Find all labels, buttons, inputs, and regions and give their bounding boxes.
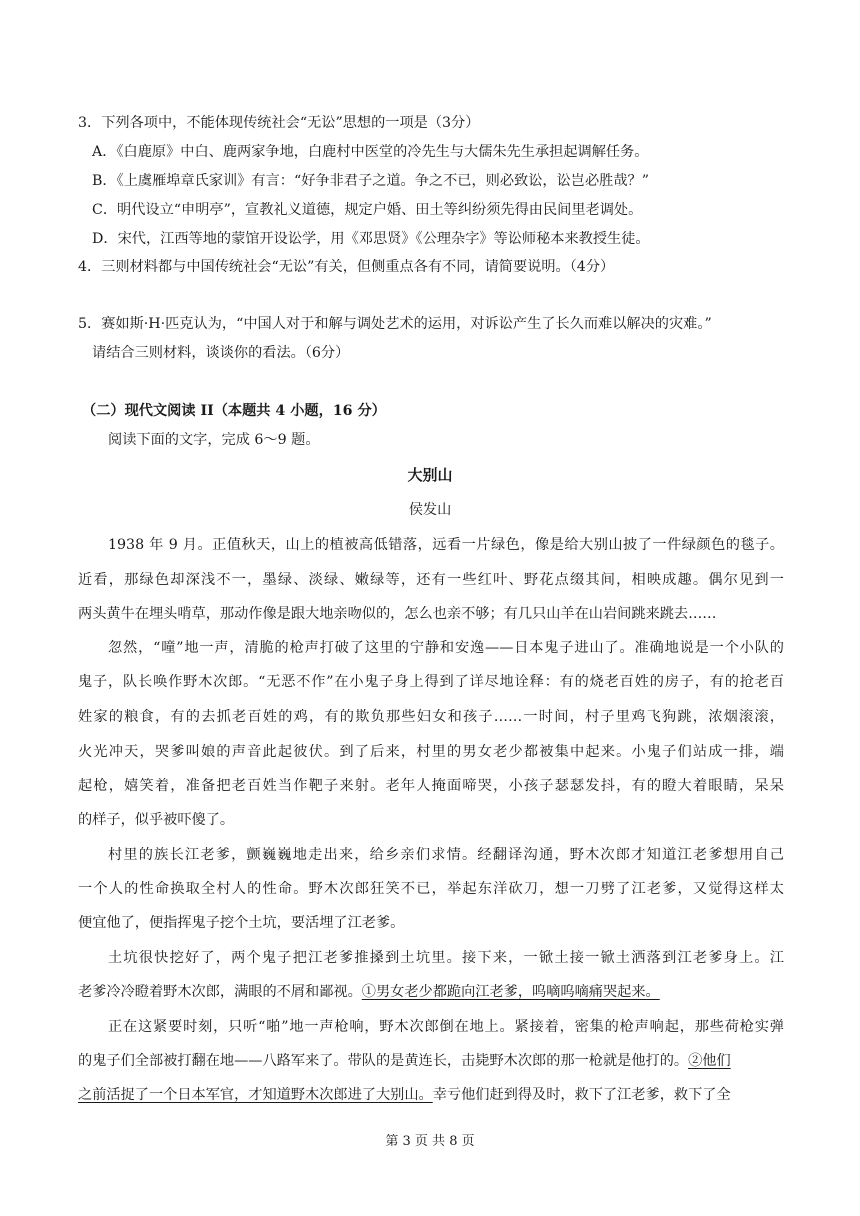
underlined-sentence-1: ①男女老少都跪向江老爹，呜嘀呜嘀痛哭起来。 [361,984,660,1000]
passage-p2-line-3: 姓家的粮食，有的去抓老百姓的鸡，有的欺负那些妇女和孩子……一时间，村子里鸡飞狗跳，浓烟滚滚， [78,709,784,725]
question-5-line-2: 请结合三则材料，谈谈你的看法。（6分） [92,345,350,361]
question-3-option-a: A．《白鹿原》中白、鹿两家争地，白鹿村中医堂的冷先生与大儒朱先生承担起调解任务。 [92,144,649,160]
underlined-sentence-2-end: 之前活捉了一个日本军官，才知道野木次郎进了大别山。 [78,1087,433,1103]
passage-p2-line-6: 的样子，似乎被吓傻了。 [78,812,235,828]
passage-p1-line-3: 两头黄牛在埋头啃草，那动作像是跟大地亲吻似的，怎么也亲不够；有几只山羊在山岩间跳来跳去…… [78,606,717,622]
passage-p4-line-2 [78,982,784,1002]
passage-p2-line-1: 忽然，“噇”地一声，清脆的枪声打破了这里的宁静和安逸——日本鬼子进山了。准确地说是一个小队的 [108,640,784,656]
passage-p5-line-1: 正在这紧要时刻，只听“啪”地一声枪响，野木次郎倒在地上。紧接着，密集的枪声响起，那些荷枪实弹 [108,1019,784,1035]
passage-p2-line-2: 鬼子，队长唤作野木次郎。“无恶不作”在小鬼子身上得到了详尽地诠释：有的烧老百姓的房子，有的抢老百 [78,674,784,690]
passage-p5-line-3 [78,1085,784,1105]
underlined-sentence-2-start: ②他们 [688,1053,731,1069]
passage-p3-line-2: 一个人的性命换取全村人的性命。野木次郎狂笑不已，举起东洋砍刀，想一刀劈了江老爹，又觉得这样太 [78,881,784,897]
question-3-stem: 3．下列各项中，不能体现传统社会“无讼”思想的一项是（3分） [78,115,480,131]
question-5-line-1: 5．赛如斯·H·匹克认为，“中国人对于和解与调处艺术的运用，对诉讼产生了长久而难以解决的灾难。” [78,316,712,332]
passage-p1-line-2: 近看，那绿色却深浅不一，墨绿、淡绿、嫩绿等，还有一些红叶、野花点缀其间，相映成趣。偶尔见到一 [78,572,784,588]
passage-author: 侯发山 [408,502,452,518]
passage-p4-line-2-text: 老爹冷冷瞪着野木次郎，满眼的不屑和鄙视。 [78,984,362,1000]
passage-p3-line-3: 便宜他了，便指挥鬼子挖个土坑，要活埋了江老爹。 [78,915,405,931]
question-3-option-b: B．《上虞雁埠章氏家训》有言：“好争非君子之道。争之不已，则必致讼，讼岂必胜哉？” [92,173,649,189]
passage-p1-line-1: 1938 年 9 月。正值秋天，山上的植被高低错落，远看一片绿色，像是给大别山披了一件绿颜色的毯子。 [108,537,784,553]
reading-instruction: 阅读下面的文字，完成 6～9 题。 [108,432,320,448]
question-4: 4．三则材料都与中国传统社会“无讼”有关，但侧重点各有不同，请简要说明。（4分） [78,259,615,275]
question-3-option-c: C．明代设立“申明亭”，宣教礼义道德，规定户婚、田土等纠纷须先得由民间里老调处。 [92,202,643,218]
question-3-option-d: D．宋代，江西等地的蒙馆开设讼学，用《邓思贤》《公理杂字》等讼师秘本来教授生徒。 [92,231,650,247]
passage-p5-line-3-text: 幸亏他们赶到得及时，救下了江老爹，救下了全 [432,1087,731,1103]
passage-p5-line-2 [78,1051,784,1071]
passage-p2-line-4: 火光冲天，哭爹叫娘的声音此起彼伏。到了后来，村里的男女老少都被集中起来。小鬼子们站成一排，端 [78,744,784,760]
passage-p2-line-5: 起枪，嬉笑着，准备把老百姓当作靶子来射。老年人掩面啼哭，小孩子瑟瑟发抖，有的瞪大着眼睛，呆呆 [78,778,784,794]
section-heading: （二）现代文阅读 II（本题共 4 小题，16 分） [82,403,386,419]
passage-p4-line-1: 土坑很快挖好了，两个鬼子把江老爹推搡到土坑里。接下来，一锨土接一锨土洒落到江老爹身上。江 [108,950,784,966]
passage-title: 大别山 [407,466,453,484]
passage-p5-line-2-text: 的鬼子们全部被打翻在地——八路军来了。带队的是黄连长，击毙野木次郎的那一枪就是他打的。 [78,1053,689,1069]
page-footer: 第 3 页 共 8 页 [385,1134,475,1149]
passage-p3-line-1: 村里的族长江老爹，颤巍巍地走出来，给乡亲们求情。经翻译沟通，野木次郎才知道江老爹想用自己 [108,847,784,863]
